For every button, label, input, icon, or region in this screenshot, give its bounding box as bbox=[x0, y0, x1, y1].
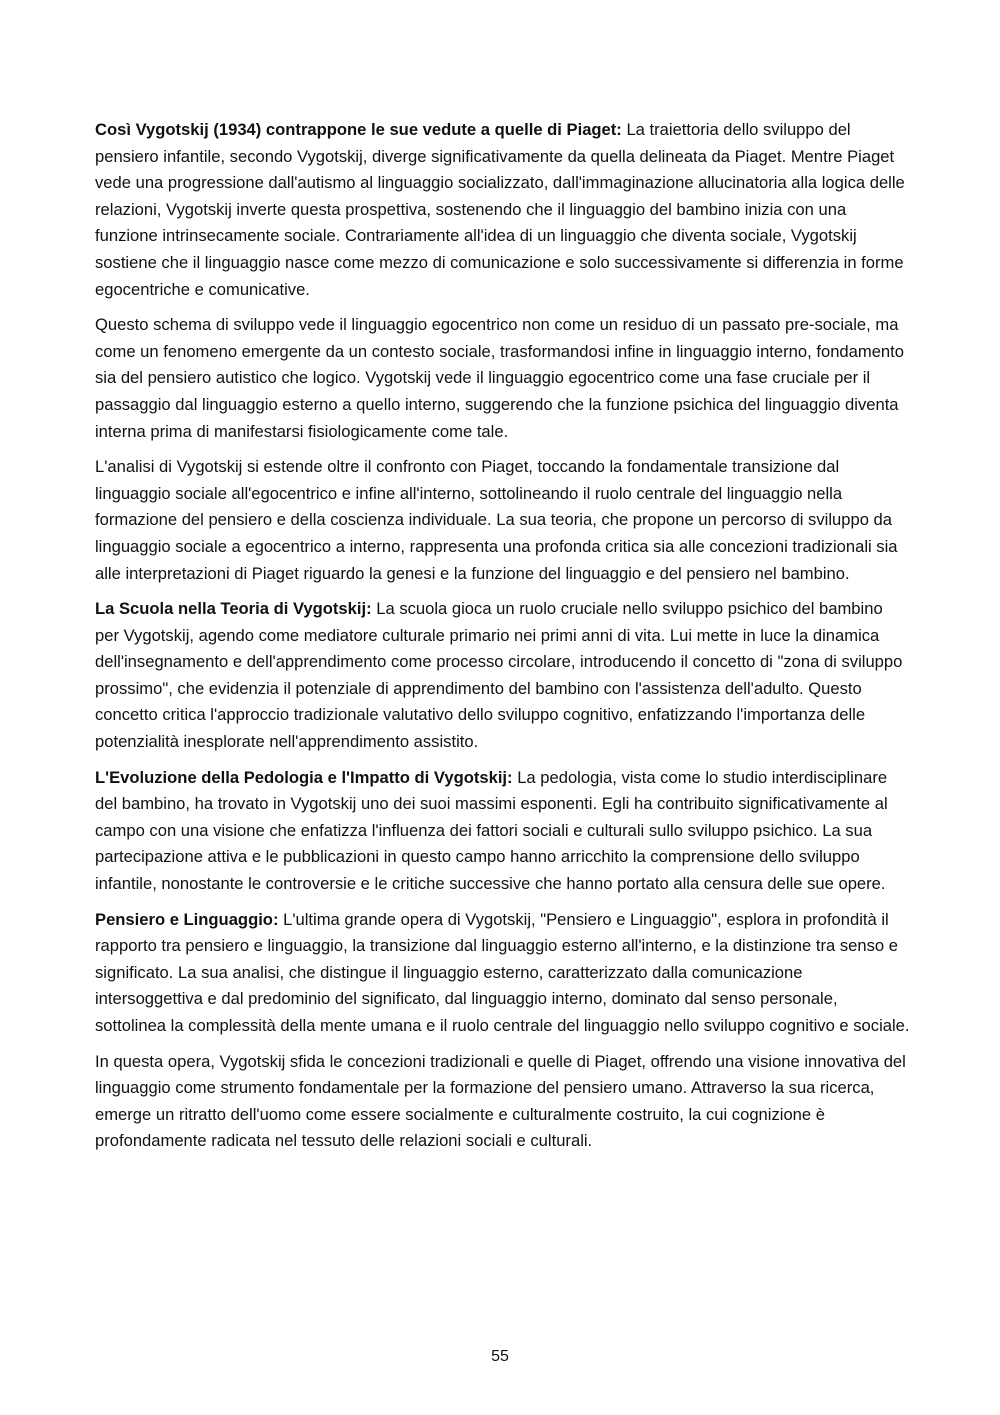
paragraph-text: La traiettoria dello sviluppo del pensiero infantile, secondo Vygotskij, diverge significativamente da quella delineata da Piaget. Mentre Piaget vede una progressione dall'autismo al linguaggio socializzato, dall'immaginazione allucinatoria alla logica delle relazioni, Vygotskij inverte questa prospettiva, sostenendo che il linguaggio del bambino inizia con una funzione intrinsecamente sociale. Contrariamente all'idea di un linguaggio che diventa sociale, Vygotskij sostiene che il linguaggio nasce come mezzo di comunicazione e solo successivamente si differenzia in forme egocentriche e comunicative. bbox=[95, 120, 905, 299]
paragraph-text: L'analisi di Vygotskij si estende oltre il confronto con Piaget, toccando la fondamentale transizione dal linguaggio sociale all'egocentrico e infine all'interno, sottolineando il ruolo centrale del linguaggio nella formazione del pensiero e della coscienza individuale. La sua teoria, che propone un percorso di sviluppo da linguaggio sociale a egocentrico a interno, rappresenta una profonda critica sia alle concezioni tradizionali sia alle interpretazioni di Piaget riguardo la genesi e la funzione del linguaggio e del pensiero nel bambino. bbox=[95, 457, 898, 583]
paragraph-lead: Così Vygotskij (1934) contrappone le sue vedute a quelle di Piaget: bbox=[95, 120, 622, 139]
paragraph-text: In questa opera, Vygotskij sfida le concezioni tradizionali e quelle di Piaget, offrendo una visione innovativa del linguaggio come strumento fondamentale per la formazione del pensiero umano. Attraverso la sua ricerca, emerge un ritratto dell'uomo come essere socialmente e culturalmente costruito, la cui cognizione è profondamente radicata nel tessuto delle relazioni sociali e culturali. bbox=[95, 1051, 906, 1151]
paragraph-conclusion bbox=[95, 1049, 910, 1155]
paragraph-school bbox=[95, 596, 910, 756]
paragraph-lead: La Scuola nella Teoria di Vygotskij: bbox=[95, 599, 372, 619]
paragraph-lead: Pensiero e Linguaggio: bbox=[95, 909, 279, 929]
page-number: 55 bbox=[491, 1348, 509, 1365]
paragraph-text: La pedologia, vista come lo studio interdisciplinare del bambino, ha trovato in Vygotskij uno dei suoi massimi esponenti. Egli ha contribuito significativamente al campo con una visione che enfatizza l'influenza dei fattori sociali e culturali sullo sviluppo psichico. La sua partecipazione attiva e le pubblicazioni in questo campo hanno arricchito la comprensione dello sviluppo infantile, nonostante le controversie e le critiche successive che hanno portato alla censura delle sue opere. bbox=[95, 767, 888, 894]
paragraph-text: Questo schema di sviluppo vede il linguaggio egocentrico non come un residuo di un passato pre-sociale, ma come un fenomeno emergente da un contesto sociale, trasformandosi infine in linguaggio interno, fondamento sia del pensiero autistico che logico. Vygotskij vede il linguaggio egocentrico come una fase cruciale per il passaggio dal linguaggio esterno a quello interno, suggerendo che la funzione psichica del linguaggio diventa interna prima di manifestarsi fisiologicamente come tale. bbox=[95, 315, 904, 441]
page-body bbox=[95, 117, 910, 1164]
paragraph-text: La scuola gioca un ruolo cruciale nello sviluppo psichico del bambino per Vygotskij, agendo come mediatore culturale primario nei primi anni di vita. Lui mette in luce la dinamica dell'insegnamento e dell'apprendimento come processo circolare, introducendo il concetto di "zona di sviluppo prossimo", che evidenzia il potenziale di apprendimento del bambino con l'assistenza dell'adulto. Questo concetto critica l'approccio tradizionale valutativo dello sviluppo cognitivo, enfatizzando l'importanza delle potenzialità inesplorate nell'apprendimento assistito. bbox=[95, 599, 903, 752]
paragraph-text: L'ultima grande opera di Vygotskij, "Pensiero e Linguaggio", esplora in profondità il rapporto tra pensiero e linguaggio, la transizione dal linguaggio esterno all'interno, e la distinzione tra senso e significato. La sua analisi, che distingue il linguaggio esterno, caratterizzato dalla comunicazione intersoggettiva e dal predominio del significato, dal linguaggio interno, dominato dal senso personale, sottolinea la complessità della mente umana e il ruolo centrale del linguaggio nello sviluppo cognitivo e sociale. bbox=[95, 909, 910, 1035]
paragraph-pedology bbox=[95, 765, 910, 898]
paragraph-analysis bbox=[95, 454, 910, 587]
paragraph-lead: L'Evoluzione della Pedologia e l'Impatto di Vygotskij: bbox=[95, 767, 513, 787]
paragraph-egocentric-speech bbox=[95, 312, 910, 445]
paragraph-thought-language bbox=[95, 907, 910, 1040]
paragraph-piaget-comparison bbox=[95, 117, 910, 303]
